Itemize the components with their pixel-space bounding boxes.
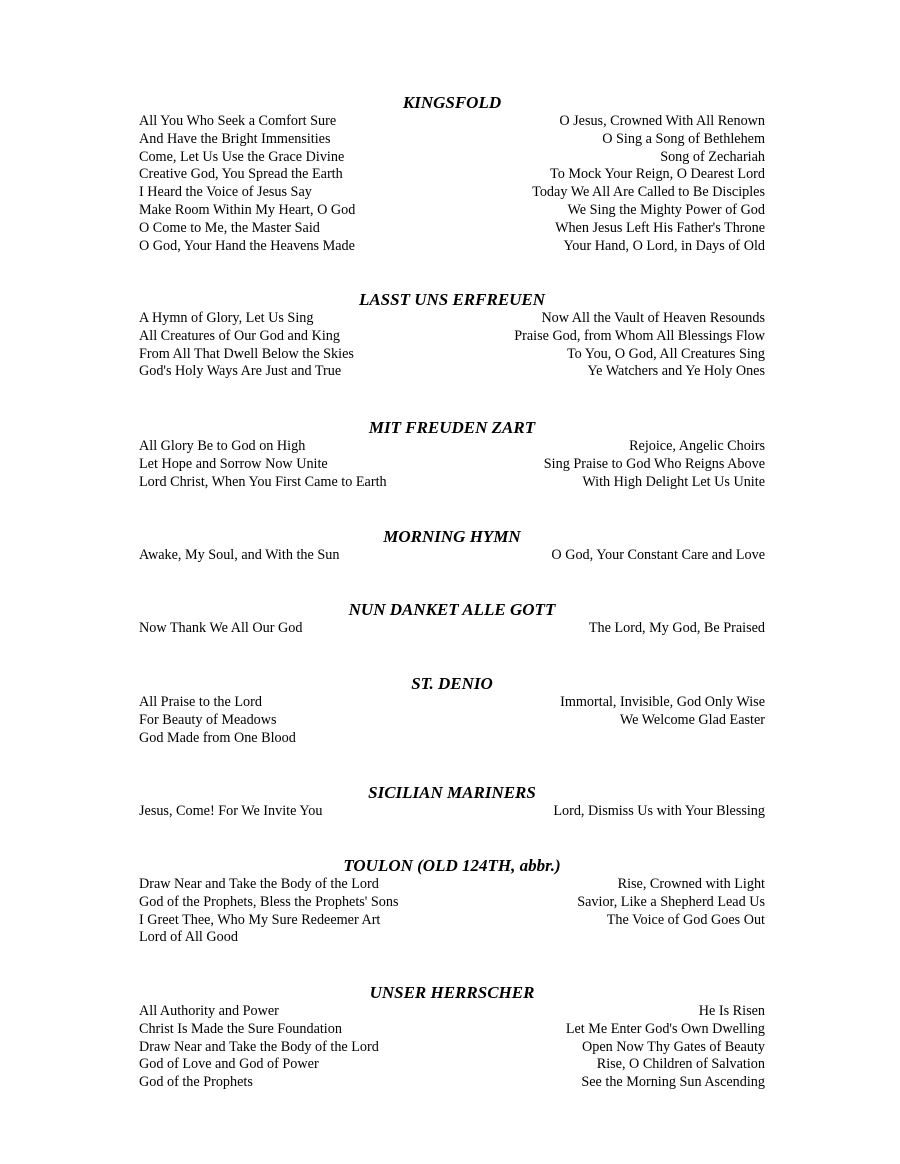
hymn-title: Let Me Enter God's Own Dwelling — [565, 1020, 765, 1037]
hymn-title: Song of Zechariah — [660, 148, 765, 165]
hymn-columns — [139, 803, 765, 821]
hymn-columns — [139, 438, 765, 491]
hymn-list-left — [139, 803, 322, 821]
hymn-list-left — [139, 310, 354, 381]
tune-section-mit-freuden-zart — [139, 418, 765, 491]
hymn-title: Awake, My Soul, and With the Sun — [139, 547, 340, 563]
hymn-title: Rejoice, Angelic Choirs — [629, 438, 765, 454]
hymn-title: He Is Risen — [698, 1003, 765, 1019]
hymn-title: Open Now Thy Gates of Beauty — [582, 1038, 765, 1055]
hymn-title: O Come to Me, the Master Said — [139, 219, 320, 236]
hymn-list-left — [139, 438, 387, 491]
hymn-title: When Jesus Left His Father's Throne — [555, 219, 765, 236]
hymn-title: Jesus, Come! For We Invite You — [139, 803, 323, 819]
hymn-title: All Glory Be to God on High — [139, 438, 306, 454]
hymn-list-left — [139, 1003, 379, 1092]
hymn-title: A Hymn of Glory, Let Us Sing — [139, 310, 314, 326]
hymn-columns — [139, 113, 765, 255]
hymn-title: Christ Is Made the Sure Foundation — [139, 1020, 342, 1037]
hymn-title: All You Who Seek a Comfort Sure — [139, 113, 337, 129]
hymn-title: And Have the Bright Immensities — [139, 130, 331, 147]
hymn-title: Now All the Vault of Heaven Resounds — [541, 310, 765, 326]
hymn-title: O God, Your Constant Care and Love — [551, 547, 765, 563]
hymn-list-right — [551, 547, 765, 565]
hymn-title: Now Thank We All Our God — [139, 620, 303, 636]
hymn-title: All Praise to the Lord — [139, 694, 262, 710]
tune-section-kingsfold — [139, 93, 765, 255]
hymn-list-right — [566, 1003, 765, 1092]
tune-section-unser-herrscher — [139, 983, 765, 1092]
hymn-columns — [139, 1003, 765, 1092]
hymn-title: The Lord, My God, Be Praised — [588, 620, 765, 636]
tune-title: MIT FREUDEN ZART — [368, 418, 536, 437]
hymn-title: Draw Near and Take the Body of the Lord — [139, 876, 379, 892]
hymn-list-left — [139, 694, 296, 747]
hymn-list-right — [553, 803, 765, 821]
hymn-title: To Mock Your Reign, O Dearest Lord — [550, 166, 765, 183]
hymn-title: For Beauty of Meadows — [139, 711, 277, 728]
tune-title: UNSER HERRSCHER — [369, 983, 535, 1002]
hymn-title: O God, Your Hand the Heavens Made — [139, 237, 355, 254]
tune-section-toulon — [139, 856, 765, 947]
tune-title: NUN DANKET ALLE GOTT — [348, 600, 556, 619]
hymn-list-right — [514, 310, 765, 381]
tune-title: LASST UNS ERFREUEN — [358, 290, 546, 309]
tune-title: SICILIAN MARINERS — [368, 783, 536, 802]
hymn-columns — [139, 694, 765, 747]
hymn-title: We Sing the Mighty Power of God — [567, 201, 765, 218]
hymn-title: To You, O God, All Creatures Sing — [566, 345, 765, 362]
hymn-title: With High Delight Let Us Unite — [582, 473, 765, 490]
hymn-title: All Authority and Power — [139, 1003, 279, 1019]
hymn-list-right — [577, 876, 765, 947]
tune-section-lasst-uns-erfreuen — [139, 290, 765, 381]
hymn-title: God of Love and God of Power — [139, 1056, 319, 1073]
hymn-title: Savior, Like a Shepherd Lead Us — [577, 893, 765, 910]
hymn-title: God Made from One Blood — [139, 729, 296, 746]
hymn-title: See the Morning Sun Ascending — [581, 1074, 765, 1091]
tune-title: MORNING HYMN — [383, 527, 521, 546]
tune-title: KINGSFOLD — [402, 93, 502, 112]
tune-section-sicilian-mariners — [139, 783, 765, 821]
hymn-title: Lord Christ, When You First Came to Earth — [139, 473, 387, 490]
hymn-list-right — [544, 438, 765, 491]
hymn-title: I Heard the Voice of Jesus Say — [139, 184, 312, 201]
hymn-title: Let Hope and Sorrow Now Unite — [139, 455, 328, 472]
hymn-title: Rise, O Children of Salvation — [596, 1056, 765, 1073]
hymn-columns — [139, 620, 765, 638]
hymn-title: Make Room Within My Heart, O God — [139, 201, 356, 218]
hymn-title: Lord of All Good — [139, 929, 238, 946]
hymn-list-left — [139, 113, 355, 255]
tune-section-morning-hymn — [139, 527, 765, 565]
tune-title: TOULON (OLD 124TH, abbr.) — [343, 856, 561, 875]
hymn-title: We Welcome Glad Easter — [619, 711, 765, 728]
tune-section-nun-danket-alle-gott — [139, 600, 765, 638]
hymn-title: All Creatures of Our God and King — [139, 327, 340, 344]
hymn-title: Draw Near and Take the Body of the Lord — [139, 1038, 379, 1055]
hymn-title: Creative God, You Spread the Earth — [139, 166, 343, 183]
hymn-title: God of the Prophets — [139, 1074, 253, 1091]
hymn-columns — [139, 547, 765, 565]
hymn-columns — [139, 876, 765, 947]
hymn-list-right — [589, 620, 765, 638]
hymn-title: Immortal, Invisible, God Only Wise — [560, 694, 765, 710]
hymn-title: I Greet Thee, Who My Sure Redeemer Art — [139, 911, 381, 928]
hymn-list-left — [139, 620, 302, 638]
hymn-list-left — [139, 876, 399, 947]
tune-title: ST. DENIO — [411, 674, 493, 693]
hymn-title: Rise, Crowned with Light — [617, 876, 765, 892]
hymn-title: O Jesus, Crowned With All Renown — [559, 113, 765, 129]
hymn-title: Come, Let Us Use the Grace Divine — [139, 148, 345, 165]
hymn-title: The Voice of God Goes Out — [606, 911, 765, 928]
hymn-title: God's Holy Ways Are Just and True — [139, 363, 342, 380]
hymn-title: Ye Watchers and Ye Holy Ones — [587, 363, 765, 380]
hymn-title: Praise God, from Whom All Blessings Flow — [514, 327, 765, 344]
hymn-title: Sing Praise to God Who Reigns Above — [543, 455, 765, 472]
hymn-list-right — [532, 113, 765, 255]
hymn-title: Lord, Dismiss Us with Your Blessing — [553, 803, 765, 819]
hymn-list-right — [560, 694, 765, 747]
hymn-title: O Sing a Song of Bethlehem — [602, 130, 765, 147]
hymn-columns — [139, 310, 765, 381]
hymn-title: Today We All Are Called to Be Disciples — [532, 184, 765, 201]
hymn-list-left — [139, 547, 339, 565]
hymn-title: From All That Dwell Below the Skies — [139, 345, 354, 362]
hymn-title: Your Hand, O Lord, in Days of Old — [563, 237, 765, 254]
tune-section-st-denio — [139, 674, 765, 747]
hymn-title: God of the Prophets, Bless the Prophets' Sons — [139, 893, 399, 910]
